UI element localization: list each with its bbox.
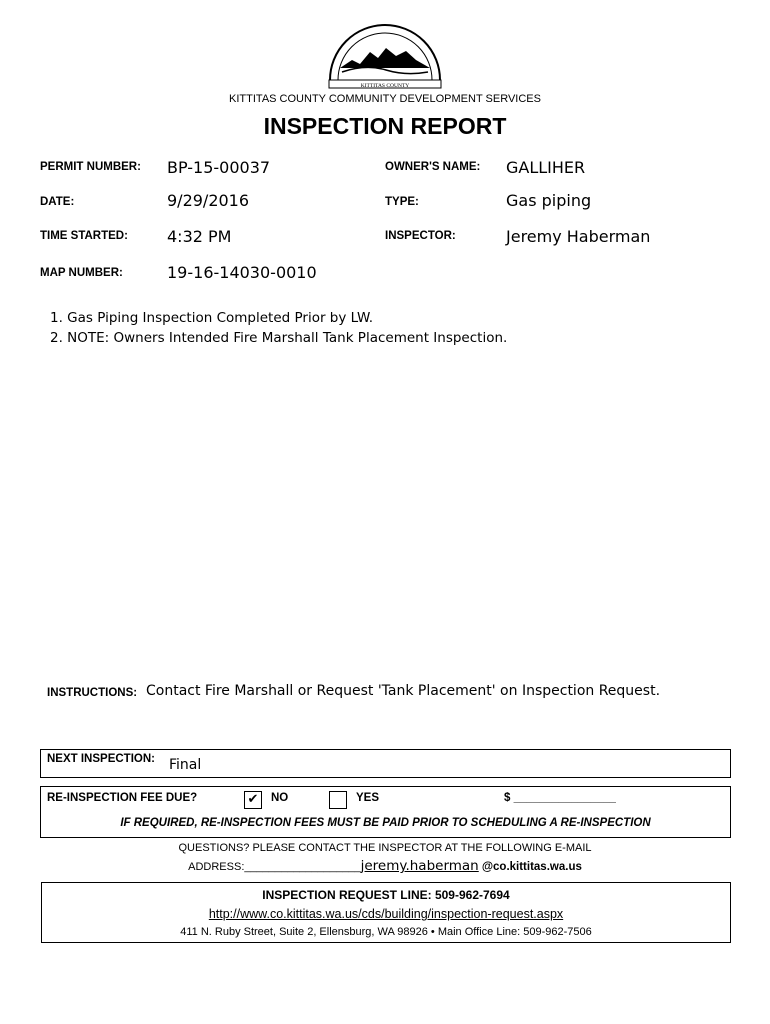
request-url-link[interactable]: http://www.co.kittitas.wa.us/cds/building/inspection-request.aspx [208,907,564,921]
permit-number-value: BP-15-00037 [167,158,271,177]
time-started-value: 4:32 PM [167,227,232,246]
owners-name-label: OWNER'S NAME: [385,161,481,173]
instructions-text: Contact Fire Marshall or Request 'Tank Placement' on Inspection Request. [146,683,661,699]
reinspection-label: RE-INSPECTION FEE DUE? [47,792,198,804]
yes-checkbox[interactable] [329,791,347,809]
address-label: ADDRESS:___________________ [188,861,361,873]
type-value: Gas piping [506,191,592,210]
permit-number-label: PERMIT NUMBER: [40,161,141,173]
check-mark-icon: ✔ [247,792,259,807]
owners-name-value: GALLIHER [506,158,586,177]
map-number-label: MAP NUMBER: [40,267,123,279]
time-started-label: TIME STARTED: [40,230,128,242]
next-inspection-box [40,749,731,778]
no-label: NO [271,792,289,804]
email-user: jeremy.haberman [360,858,479,874]
date-label: DATE: [40,196,75,208]
seal-bottom-text: KITTITAS COUNTY [360,83,410,89]
contact-address-line [0,858,770,874]
inspector-value: Jeremy Haberman [506,227,651,246]
inspector-label: INSPECTOR: [385,230,456,242]
next-inspection-value: Final [169,757,202,773]
map-number-value: 19-16-14030-0010 [167,263,317,282]
note-2: 2. NOTE: Owners Intended Fire Marshall Tank Placement Inspection. [50,330,508,346]
type-label: TYPE: [385,196,419,208]
note-1: 1. Gas Piping Inspection Completed Prior by LW. [50,310,374,326]
yes-label: YES [356,792,380,804]
fee-amount-field: $ ________________ [504,792,616,804]
contact-question: QUESTIONS? PLEASE CONTACT THE INSPECTOR AT THE FOLLOWING E-MAIL [178,842,592,854]
page-title: INSPECTION REPORT [263,113,507,139]
email-domain: @co.kittitas.wa.us [481,861,582,873]
date-value: 9/29/2016 [167,191,250,210]
request-info-box [41,882,731,943]
instructions-label: INSTRUCTIONS: [47,687,138,699]
next-inspection-label: NEXT INSPECTION: [47,753,155,765]
no-checkbox[interactable] [244,791,262,809]
office-address-line: 411 N. Ruby Street, Suite 2, Ellensburg, WA 98926 • Main Office Line: 509-962-7506 [180,926,592,938]
request-line: INSPECTION REQUEST LINE: 509-962-7694 [262,888,510,902]
agency-name: KITTITAS COUNTY COMMUNITY DEVELOPMENT SERVICES [229,93,541,105]
reinspection-box [40,786,731,838]
reinspection-warning: IF REQUIRED, RE-INSPECTION FEES MUST BE PAID PRIOR TO SCHEDULING A RE-INSPECTION [120,817,651,829]
county-seal-logo [326,18,444,90]
